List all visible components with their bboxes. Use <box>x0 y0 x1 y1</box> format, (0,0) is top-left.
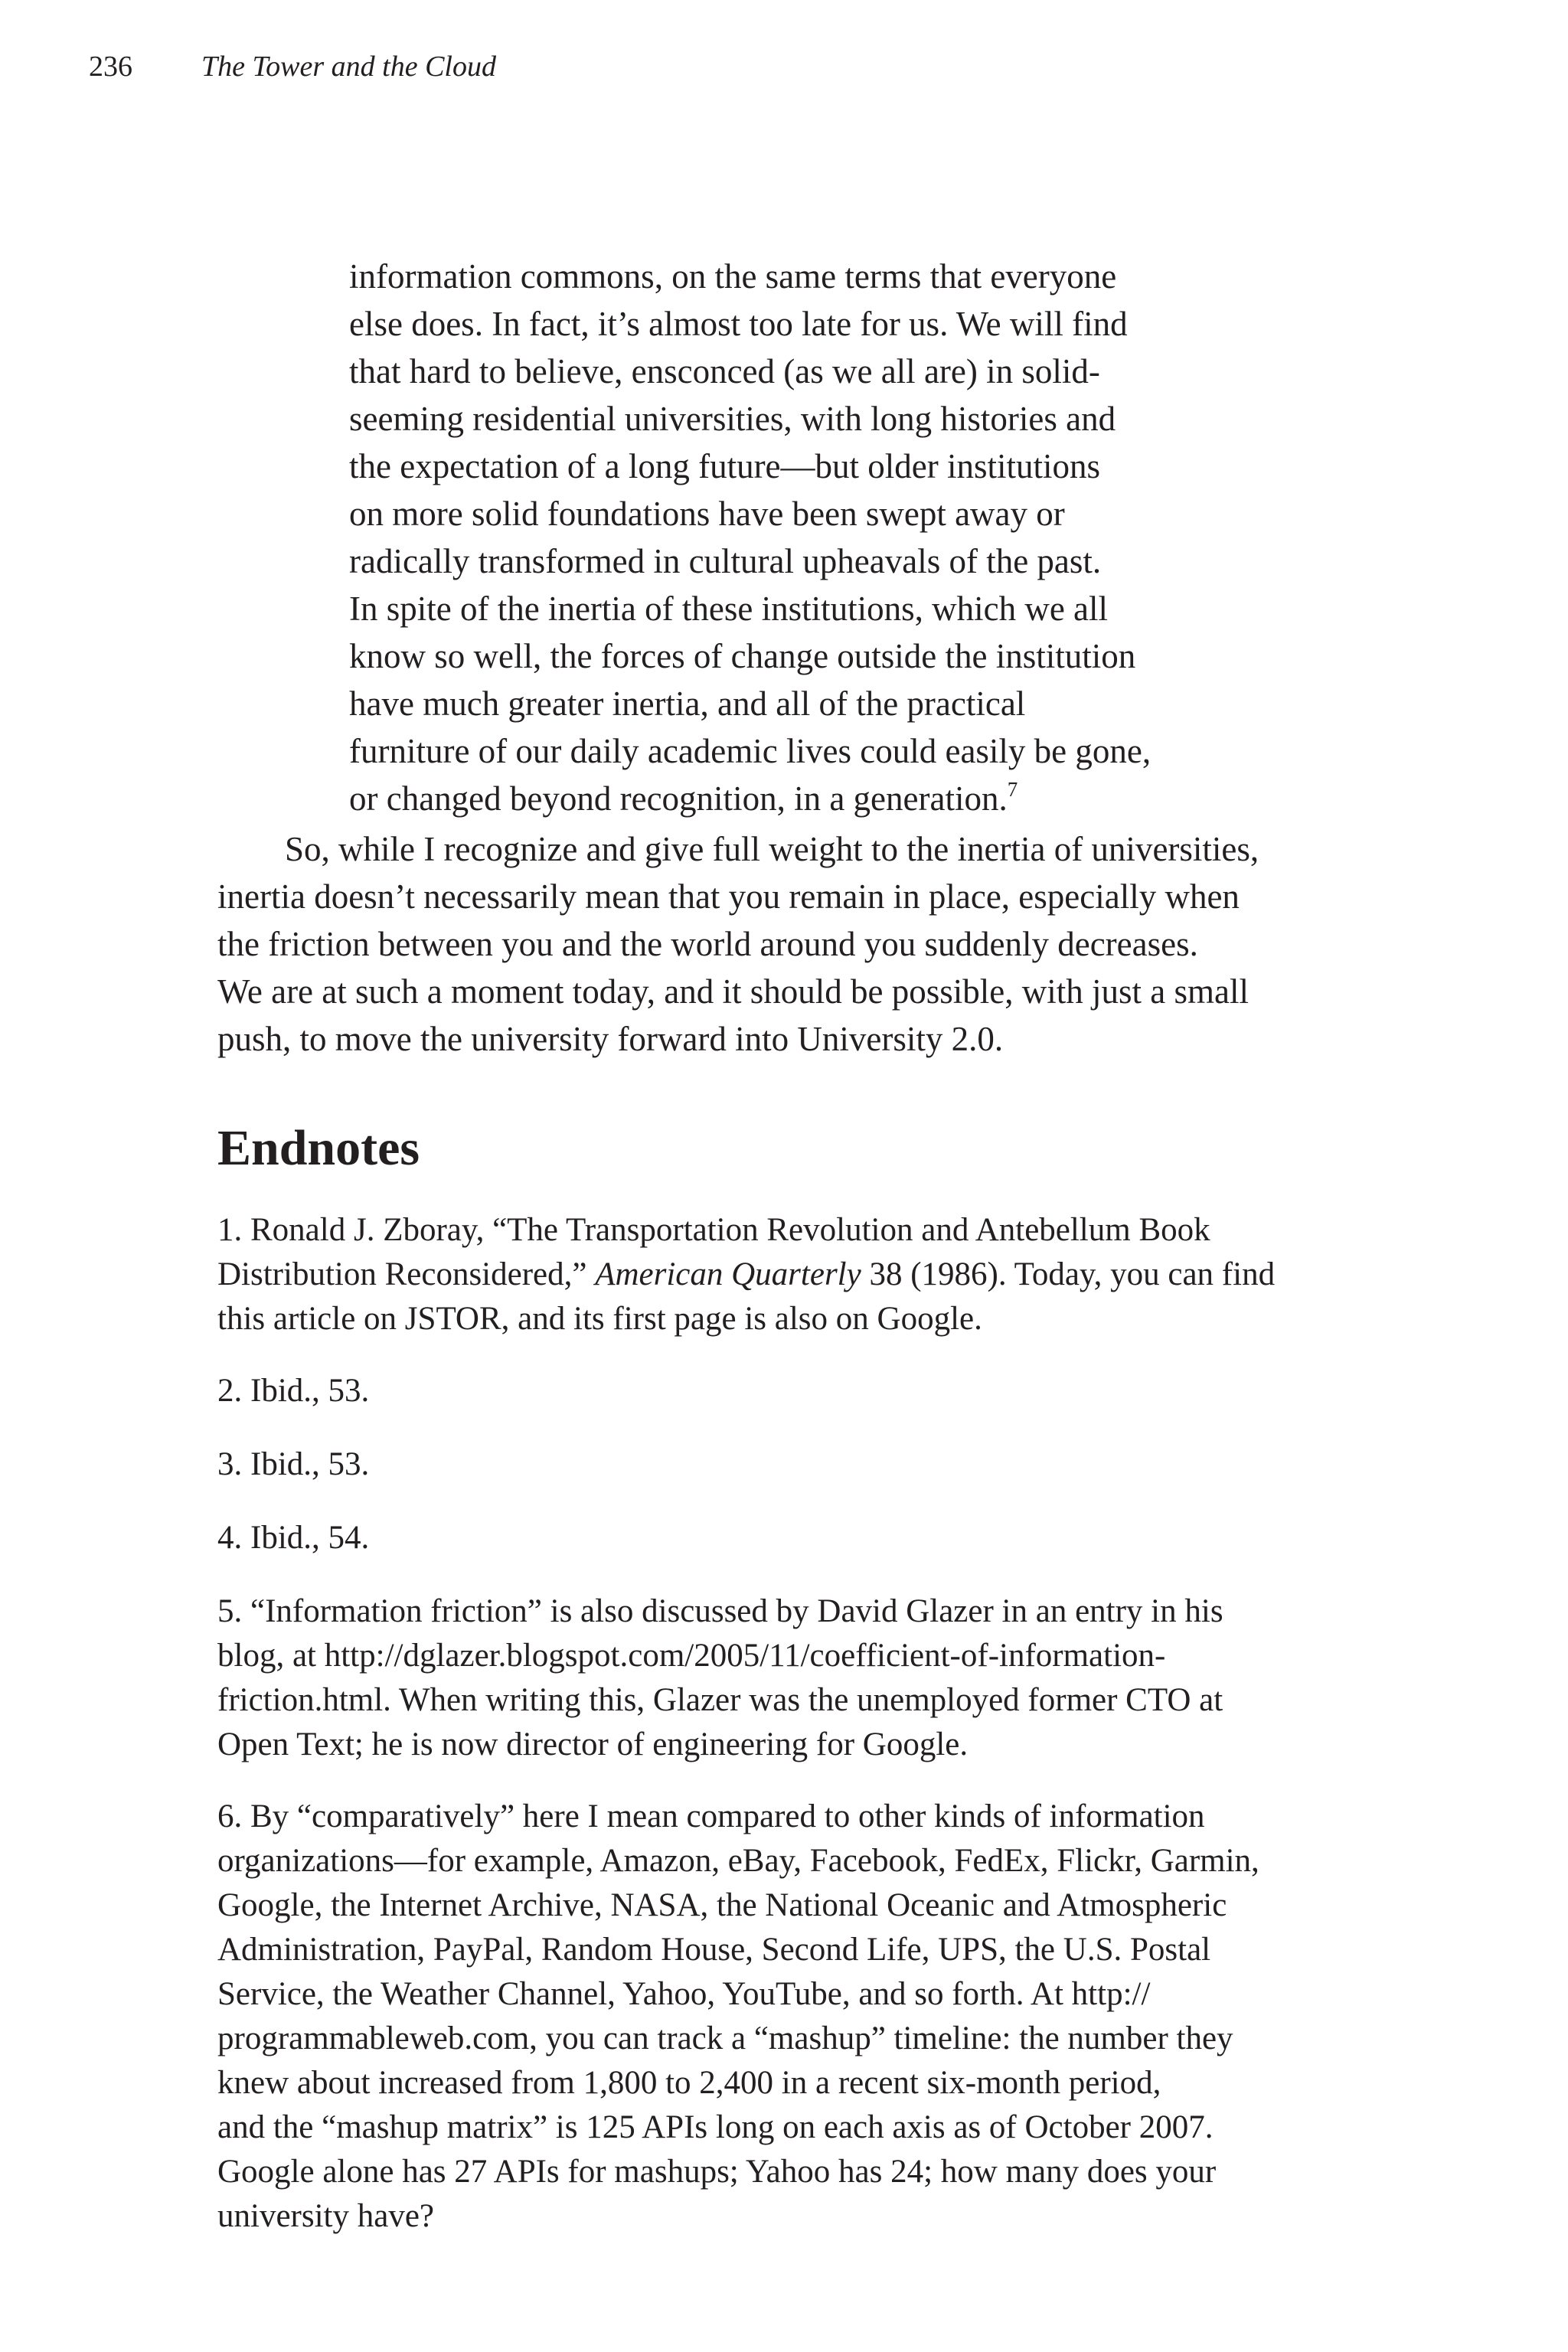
body-paragraph <box>217 825 1381 1063</box>
quote-line-last <box>349 775 1436 822</box>
endnote-line: 5. “Information friction” is also discussed by David Glazer in an entry in his <box>217 1593 1223 1629</box>
endnotes-list <box>217 1208 1396 2266</box>
endnote-text: 38 (1986). Today, you can find <box>861 1256 1276 1292</box>
endnote-line <box>217 1253 1396 1297</box>
quote-line: furniture of our daily academic lives could easily be gone, <box>349 732 1152 770</box>
endnote-line: 6. By “comparatively” here I mean compared to other kinds of information <box>217 1798 1205 1834</box>
endnote-line: organizations—for example, Amazon, eBay, Facebook, FedEx, Flickr, Garmin, <box>217 1843 1259 1879</box>
quote-line-text: or changed beyond recognition, in a generation. <box>349 779 1008 818</box>
endnote-line: blog, at http://dglazer.blogspot.com/2005/11/coefficient-of-information- <box>217 1638 1166 1674</box>
endnote-line: programmableweb.com, you can track a “mashup” timeline: the number they <box>217 2020 1233 2056</box>
endnote-2 <box>217 1369 1396 1413</box>
endnote-line: and the “mashup matrix” is 125 APIs long on each axis as of October 2007. <box>217 2109 1214 2145</box>
endnote-4 <box>217 1516 1396 1560</box>
quote-line: In spite of the inertia of these institutions, which we all <box>349 590 1109 628</box>
quote-line: seeming residential universities, with long histories and <box>349 400 1116 438</box>
book-title: The Tower and the Cloud <box>201 51 496 83</box>
paragraph-line: inertia doesn’t necessarily mean that you remain in place, especially when <box>217 877 1240 916</box>
quote-line: else does. In fact, it’s almost too late for us. We will find <box>349 305 1128 343</box>
endnote-5 <box>217 1589 1396 1767</box>
endnote-6 <box>217 1795 1396 2239</box>
endnote-1 <box>217 1208 1396 1341</box>
endnote-3 <box>217 1442 1396 1487</box>
endnote-line: university have? <box>217 2198 434 2234</box>
endnote-line: Google, the Internet Archive, NASA, the National Oceanic and Atmospheric <box>217 1887 1227 1923</box>
endnote-line: 1. Ronald J. Zboray, “The Transportation Revolution and Antebellum Book <box>217 1212 1210 1248</box>
endnote-line: Open Text; he is now director of engineering for Google. <box>217 1726 969 1762</box>
footnote-reference: 7 <box>1007 778 1018 801</box>
endnote-line: knew about increased from 1,800 to 2,400 in a recent six-month period, <box>217 2065 1161 2101</box>
quote-line: information commons, on the same terms that everyone <box>349 257 1117 296</box>
endnotes-heading: Endnotes <box>217 1120 420 1176</box>
endnote-line: Administration, PayPal, Random House, Second Life, UPS, the U.S. Postal <box>217 1932 1211 1968</box>
endnote-line: 4. Ibid., 54. <box>217 1520 370 1556</box>
quote-line: that hard to believe, ensconced (as we all are) in solid- <box>349 352 1100 390</box>
paragraph-line: the friction between you and the world around you suddenly decreases. <box>217 925 1198 963</box>
endnote-line: this article on JSTOR, and its first page is also on Google. <box>217 1301 982 1337</box>
journal-title: American Quarterly <box>595 1256 861 1292</box>
running-head <box>89 47 496 86</box>
paragraph-line: So, while I recognize and give full weight to the inertia of universities, <box>285 830 1259 868</box>
paragraph-line: push, to move the university forward into University 2.0. <box>217 1020 1004 1058</box>
endnote-line: friction.html. When writing this, Glazer was the unemployed former CTO at <box>217 1682 1223 1718</box>
paragraph-line: We are at such a moment today, and it should be possible, with just a small <box>217 972 1249 1011</box>
quote-line: radically transformed in cultural upheavals of the past. <box>349 542 1102 580</box>
quote-line: on more solid foundations have been swept away or <box>349 495 1065 533</box>
endnote-line: Google alone has 27 APIs for mashups; Yahoo has 24; how many does your <box>217 2154 1217 2190</box>
page-number: 236 <box>89 51 132 83</box>
quote-line: the expectation of a long future—but older institutions <box>349 447 1101 485</box>
endnote-line: 2. Ibid., 53. <box>217 1373 370 1409</box>
block-quote <box>349 253 1436 822</box>
endnote-text: Distribution Reconsidered,” <box>217 1256 596 1292</box>
quote-line: know so well, the forces of change outside the institution <box>349 637 1136 675</box>
quote-line: have much greater inertia, and all of the practical <box>349 684 1026 723</box>
endnote-line: 3. Ibid., 53. <box>217 1446 370 1482</box>
endnote-line: Service, the Weather Channel, Yahoo, YouTube, and so forth. At http:// <box>217 1976 1151 2012</box>
